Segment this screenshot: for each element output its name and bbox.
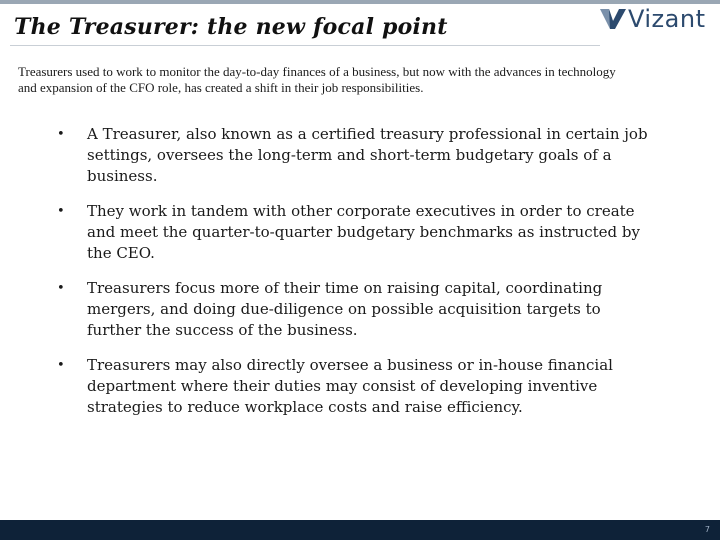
intro-paragraph: Treasurers used to work to monitor the day-to-day finances of a business, but now with the advances in technology and expansion of the CFO role, has created a shift in their job responsibilities. — [18, 64, 616, 95]
page-number: 7 — [704, 525, 710, 534]
bullet-symbol: • — [57, 358, 65, 373]
bullet-symbol: • — [57, 127, 65, 142]
bullet-item — [54, 124, 654, 187]
bullet-symbol: • — [57, 281, 65, 296]
bullet-text: Treasurers may also directly oversee a business or in-house financial department where their duties may consist of developing inventive strategies to reduce workplace costs and raise efficiency. — [87, 356, 613, 416]
bullet-symbol: • — [57, 204, 65, 219]
bullet-text: A Treasurer, also known as a certified treasury professional in certain job settings, oversees the long-term and short-term budgetary goals of a business. — [87, 125, 648, 185]
bullet-text: Treasurers focus more of their time on raising capital, coordinating mergers, and doing due-diligence on possible acquisition targets to further the success of the business. — [87, 279, 603, 339]
bullet-item — [54, 278, 654, 341]
logo-text: Vizant — [628, 5, 706, 33]
vizant-chevron-logo-icon — [600, 7, 626, 31]
vizant-logo — [600, 4, 718, 34]
bullet-list — [54, 124, 654, 432]
bullet-item — [54, 355, 654, 418]
title-divider — [10, 45, 600, 46]
slide-title: The Treasurer: the new focal point — [14, 14, 448, 40]
footer-bar — [0, 520, 720, 540]
bullet-item — [54, 201, 654, 264]
bullet-text: They work in tandem with other corporate executives in order to create and meet the quarter-to-quarter budgetary benchmarks as instructed by the CEO. — [87, 202, 640, 262]
